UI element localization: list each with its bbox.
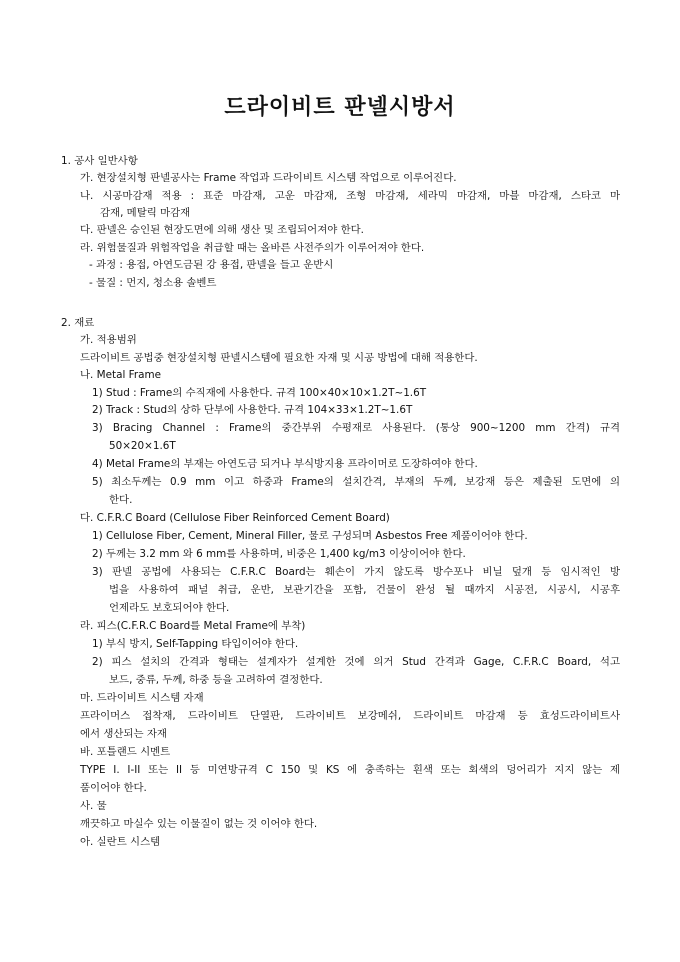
subsection-heading: 마. 드라이비트 시스템 자재: [80, 692, 204, 704]
paragraph-line: 깨끗하고 마실수 있는 이물질이 없는 것 이어야 한다.: [80, 818, 318, 830]
list-item: 4) Metal Frame의 부재는 아연도금 되거나 부식방지용 프라이머로 도장하여야 한다.: [92, 458, 478, 470]
paragraph-line: TYPE I. I-II 또는 II 등 미연방규격 C 150 및 KS 에 충족하는 흰색 또는 회색의 덩어리가 지지 않는 제: [80, 764, 620, 776]
paragraph-line: 감재, 메탈릭 마감재: [100, 207, 191, 219]
subsection-heading: 다. C.F.R.C Board (Cellulose Fiber Reinforced Cement Board): [80, 512, 390, 524]
paragraph-line: 드라이비트 공법중 현장설치형 판넬시스템에 필요한 자재 및 시공 방법에 대해 적용한다.: [80, 352, 478, 364]
subsection-heading: 아. 실란트 시스템: [80, 836, 161, 848]
list-item: 2) 피스 설치의 간격과 형태는 설계자가 설계한 것에 의거 Stud 간격과 Gage, C.F.R.C Board, 석고: [92, 656, 620, 668]
paragraph-line: 프라이머스 접착재, 드라이비트 단열판, 드라이비트 보강메쉬, 드라이비트 마감재 등 효성드라이비트사: [80, 710, 620, 722]
document-title: 드라이비트 판넬시방서: [224, 95, 456, 120]
list-item: - 물질 : 먼지, 청소용 솔벤트: [89, 277, 217, 289]
list-item: 3) Bracing Channel : Frame의 중간부위 수평재로 사용된다. (통상 900~1200 mm 간격) 규격: [92, 422, 620, 434]
paragraph-line: 에서 생산되는 자재: [80, 728, 167, 740]
subsection-heading: 가. 적용범위: [80, 334, 137, 346]
list-item: 2) 두께는 3.2 mm 와 6 mm를 사용하며, 비중은 1,400 kg/m3 이상이어야 한다.: [92, 548, 466, 560]
subsection-heading: 바. 포틀랜드 시멘트: [80, 746, 171, 758]
list-item: 3) 판넬 공법에 사용되는 C.F.R.C Board는 훼손이 가지 않도록 방수포나 비닐 덮개 등 임시적인 방: [92, 566, 620, 578]
subsection-heading: 사. 물: [80, 800, 107, 812]
paragraph-line: 품이어야 한다.: [80, 782, 147, 794]
subsection-heading: 라. 피스(C.F.R.C Board를 Metal Frame에 부착): [80, 620, 306, 632]
paragraph-line: 나. 시공마감재 적용 : 표준 마감재, 고운 마감재, 조형 마감재, 세라믹 마감재, 마블 마감재, 스타코 마: [80, 190, 620, 202]
subsection-heading: 나. Metal Frame: [80, 369, 162, 381]
list-item: 5) 최소두께는 0.9 mm 이고 하중과 Frame의 설치간격, 부재의 두께, 보강재 등은 제출된 도면에 의: [92, 476, 620, 488]
list-item: 1) 부식 방지, Self-Tapping 타입이어야 한다.: [92, 638, 299, 650]
paragraph-line: 다. 판넬은 승인된 현장도면에 의해 생산 및 조립되어져야 한다.: [80, 224, 364, 236]
section-heading: 2. 재료: [61, 317, 95, 329]
list-item: 보드, 중류, 두께, 하중 등을 고려하여 결정한다.: [109, 674, 323, 686]
list-item: 법을 사용하여 패널 취급, 운반, 보관기간을 포함, 건물이 완성 될 때까지 시공전, 시공시, 시공후: [109, 584, 620, 596]
list-item: 언제라도 보호되어야 한다.: [109, 602, 230, 614]
section-heading: 1. 공사 일반사항: [61, 155, 138, 167]
list-item: 2) Track : Stud의 상하 단부에 사용한다. 규격 104×33×1.2T~1.6T: [92, 404, 413, 416]
list-item: 50×20×1.6T: [109, 440, 176, 452]
list-item: 1) Cellulose Fiber, Cement, Mineral Filler, 물로 구성되며 Asbestos Free 제품이어야 한다.: [92, 530, 528, 542]
list-item: 한다.: [109, 494, 133, 506]
paragraph-line: 가. 현장설치형 판넬공사는 Frame 작업과 드라이비트 시스템 작업으로 이루어진다.: [80, 172, 457, 184]
paragraph-line: 라. 위험물질과 위험작업을 취급할 때는 올바른 사전주의가 이루어져야 한다.: [80, 242, 425, 254]
list-item: 1) Stud : Frame의 수직재에 사용한다. 규격 100×40×10×1.2T~1.6T: [92, 387, 427, 399]
list-item: - 과정 : 용접, 아연도금된 강 용접, 판넬을 들고 운반시: [89, 259, 334, 271]
